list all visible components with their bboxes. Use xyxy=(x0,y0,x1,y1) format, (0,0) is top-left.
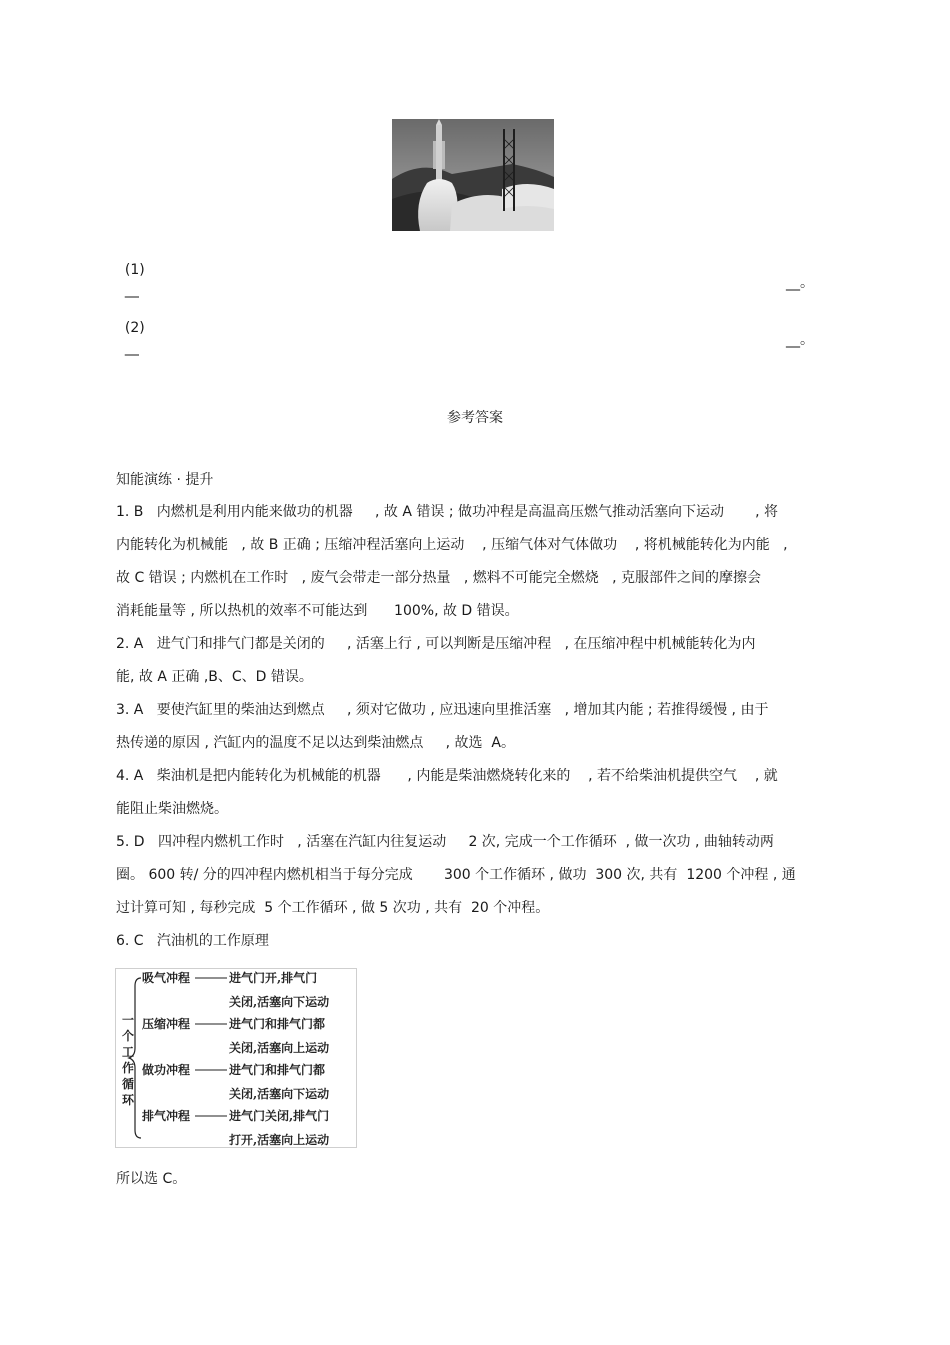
rocket-launch-photo xyxy=(392,119,554,231)
stroke-intake-line1: 进气门开,排气门 xyxy=(229,971,318,985)
question-1-blank: __ xyxy=(124,282,139,298)
answer-1-line: 内能转化为机械能 , 故 B 正确 ; 压缩冲程活塞向上运动 , 压缩气体对气体做功 , 将机械能转化为内能 , xyxy=(116,537,788,553)
stroke-intake-line2: 关闭,活塞向下运动 xyxy=(229,995,330,1009)
stroke-exhaust-name: 排气冲程 xyxy=(142,1109,191,1123)
answer-2-line: 2. A 进气门和排气门都是关闭的 , 活塞上行 , 可以判断是压缩冲程 , 在压缩冲程中机械能转化为内 xyxy=(116,636,756,652)
question-1-label: (1) xyxy=(124,262,145,278)
section-title: 知能演练 · 提升 xyxy=(116,472,214,488)
answer-4-line: 能阻止柴油燃烧。 xyxy=(116,801,228,817)
stroke-compression-line2: 关闭,活塞向上运动 xyxy=(229,1041,330,1055)
question-2-blank: __ xyxy=(124,340,139,356)
answer-2-line: 能, 故 A 正确 ,B、C、D 错误。 xyxy=(116,669,313,685)
diagram-side-char: 作 xyxy=(122,1061,135,1075)
question-1 xyxy=(116,240,145,300)
answer-3-line: 3. A 要使汽缸里的柴油达到燃点 , 须对它做功 , 应迅速向里推活塞 , 增加其内能 ; 若推得缓慢 , 由于 xyxy=(116,702,769,718)
answer-4-line: 4. A 柴油机是把内能转化为机械能的机器 , 内能是柴油燃烧转化来的 , 若不给柴油机提供空气 , 就 xyxy=(116,768,778,784)
question-1-end: __。 xyxy=(786,275,814,291)
answer-3-line: 热传递的原因 , 汽缸内的温度不足以达到柴油燃点 , 故选 A。 xyxy=(116,735,515,751)
stroke-exhaust-line2: 打开,活塞向上运动 xyxy=(229,1133,330,1147)
answer-1-line: 1. B 内燃机是利用内能来做功的机器 , 故 A 错误 ; 做功冲程是高温高压燃气推动活塞向下运动 , 将 xyxy=(116,504,779,520)
answer-6-line: 6. C 汽油机的工作原理 xyxy=(116,933,269,949)
diagram-side-char: 工 xyxy=(122,1045,135,1059)
answer-5-line: 5. D 四冲程内燃机工作时 , 活塞在汽缸内往复运动 2 次, 完成一个工作循环 , 做一次功 , 曲轴转动两 xyxy=(116,834,774,850)
diagram-side-char: 循 xyxy=(122,1077,135,1091)
answer-1-line: 故 C 错误 ; 内燃机在工作时 , 废气会带走一部分热量 , 燃料不可能完全燃烧 , 克服部件之间的摩擦会 xyxy=(116,570,762,586)
answer-5-line: 过计算可知 , 每秒完成 5 个工作循环 , 做 5 次功 , 共有 20 个冲程。 xyxy=(116,900,550,916)
answer-1-line: 消耗能量等 , 所以热机的效率不可能达到 100%, 故 D 错误。 xyxy=(116,603,519,619)
stroke-compression-line1: 进气门和排气门都 xyxy=(229,1017,326,1031)
stroke-compression-name: 压缩冲程 xyxy=(142,1017,191,1031)
question-2 xyxy=(116,298,145,358)
stroke-power-line1: 进气门和排气门都 xyxy=(229,1063,326,1077)
answers-body xyxy=(116,496,828,958)
stroke-power-name: 做功冲程 xyxy=(142,1063,191,1077)
diagram-side-char: 一 xyxy=(122,1013,135,1027)
stroke-exhaust-line1: 进气门关闭,排气门 xyxy=(229,1109,330,1123)
question-2-end: __。 xyxy=(786,332,814,348)
answers-title: 参考答案 xyxy=(447,410,503,426)
stroke-power-line2: 关闭,活塞向下运动 xyxy=(229,1087,330,1101)
stroke-intake-name: 吸气冲程 xyxy=(142,971,191,985)
answer-5-line: 圈。 600 转/ 分的四冲程内燃机相当于每分完成 300 个工作循环 , 做功 300 次, 共有 1200 个冲程 , 通 xyxy=(116,867,796,883)
engine-cycle-diagram xyxy=(115,968,357,1148)
diagram-side-char: 环 xyxy=(122,1093,135,1107)
conclusion: 所以选 C。 xyxy=(116,1171,187,1187)
question-2-label: (2) xyxy=(124,320,145,336)
diagram-side-char: 个 xyxy=(122,1029,135,1043)
